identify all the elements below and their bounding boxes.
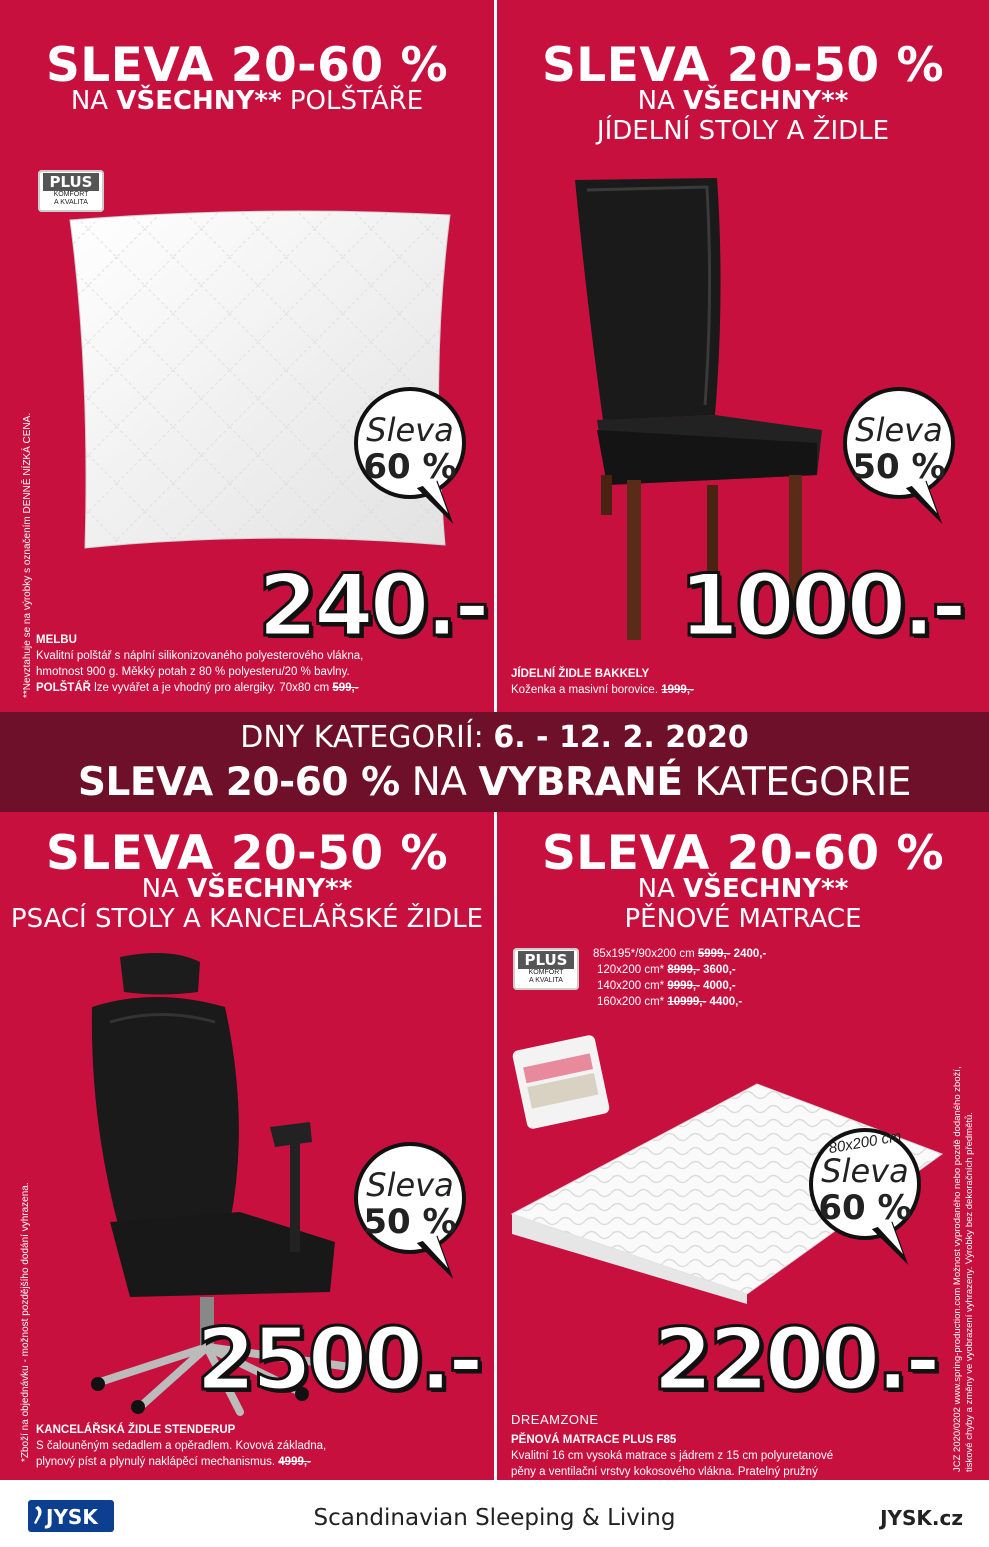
size-row: 160x200 cm* 10999,- 4400,- <box>597 996 743 1008</box>
disclaimer-note: **Nevztahuje se na výrobky s označením DENNĚ NÍZKÁ CENA. <box>22 412 33 698</box>
panel-mattress <box>497 812 989 1480</box>
product-description: KANCELÁŘSKÁ ŽIDLE STENDERUP S čalouněným sedadlem a opěradlem. Kovová základna, plynový píst a plynulý naklápěcí mechanismus. 4999,- <box>36 1424 327 1468</box>
legal-note-1: JCZ 2020/0202 www.spring-production.com Možnost vyprodaného nebo pozdě dodaného zboží, <box>952 1066 963 1472</box>
headline: SLEVA 20-60 % <box>541 826 945 881</box>
panel-pillows <box>0 0 494 712</box>
category-days-banner: DNY KATEGORIÍ: 6. - 12. 2. 2020 SLEVA 20-60 % NA VYBRANÉ KATEGORIE <box>0 712 989 812</box>
size-price-list <box>593 946 766 1010</box>
tagline: Scandinavian Sleeping & Living <box>313 1505 676 1531</box>
price: 2500.- <box>196 1310 480 1410</box>
disclaimer-note: *Zboží na objednávku - možnost pozdějšího dodání vyhrazena. <box>20 1182 31 1462</box>
size-row: 140x200 cm* 9999,- 4000,- <box>597 980 736 992</box>
subheadline-line2: PSACÍ STOLY A KANCELÁŘSKÉ ŽIDLE <box>10 904 484 934</box>
headline: SLEVA 20-50 % <box>45 826 449 881</box>
discount-bubble: Sleva 50 % <box>843 387 955 499</box>
price: 1000.- <box>679 556 963 656</box>
old-price: 1999,- <box>661 684 694 696</box>
discount-bubble: 80x200 cm Sleva 60 % <box>809 1128 921 1240</box>
subheadline: NA VŠECHNY** <box>637 86 849 116</box>
plus-badge: PLUS KOMFORT A KVALITA <box>513 948 579 990</box>
size-row: 85x195*/90x200 cm 5999,- 2400,- <box>593 948 767 960</box>
jysk-logo[interactable]: JYSK <box>28 1500 114 1532</box>
size-row: 120x200 cm* 8999,- 3600,- <box>597 964 736 976</box>
product-description: MELBU Kvalitní polštář s náplní silikonizovaného polyesterového vlákna, hmotnost 900 g. Měkký potah z 80 % polyesteru/20 % bavlny. POLŠTÁŘ lze vyvářet a je vhodný pro alergiky. 70x80 cm 599,- <box>36 634 364 694</box>
panel-dining <box>497 0 989 712</box>
subheadline-line2: PĚNOVÉ MATRACE <box>624 904 862 934</box>
product-description: JÍDELNÍ ŽIDLE BAKKELY Koženka a masivní borovice. 1999,- <box>511 668 694 696</box>
pillow-image <box>60 200 460 560</box>
footer <box>0 1480 989 1547</box>
subheadline: NA VŠECHNY** <box>637 874 849 904</box>
panel-office <box>0 812 494 1480</box>
old-price: 599,- <box>332 682 359 694</box>
subheadline-line2: JÍDELNÍ STOLY A ŽIDLE <box>596 116 890 146</box>
product-description: PĚNOVÁ MATRACE PLUS F85 Kvalitní 16 cm vysoká matrace s jádrem z 15 cm polyuretanové pěny a ventilační vrstvy kokosového vlákna. Pratelný pružný <box>511 1432 891 1496</box>
old-price: 4999,- <box>278 1456 311 1468</box>
discount-bubble: Sleva 60 % <box>354 387 466 499</box>
subheadline: NA VŠECHNY** <box>141 874 353 904</box>
price: 2200.- <box>653 1310 937 1410</box>
discount-bubble: Sleva 50 % <box>354 1142 466 1254</box>
subheadline: NA VŠECHNY** POLŠTÁŘE <box>70 86 424 116</box>
plus-badge: PLUS KOMFORT A KVALITA <box>38 170 104 212</box>
price: 240.- <box>258 556 486 656</box>
legal-note-2: tiskové chyby a změny ve vyobrazení vyhrazeny. Výrobky bez dekoračních předmětů. <box>964 1112 975 1472</box>
website-link[interactable]: JYSK.cz <box>880 1506 963 1530</box>
headline: SLEVA 20-50 % <box>541 38 945 93</box>
headline: SLEVA 20-60 % <box>45 38 449 93</box>
dreamzone-logo: DREAMZONE <box>511 1412 599 1427</box>
